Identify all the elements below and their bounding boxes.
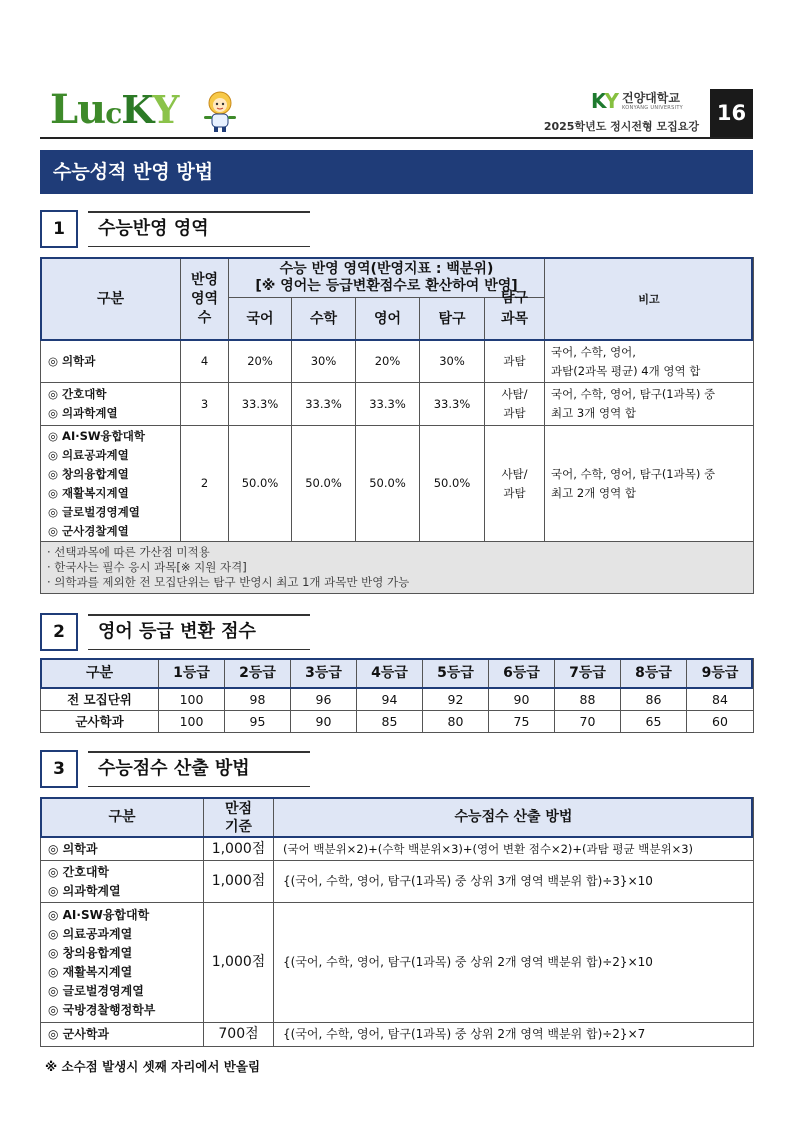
table-row — [41, 711, 754, 733]
header-math: 수학 — [292, 298, 356, 341]
cell-remark: 국어, 수학, 영어, 탐구(1과목) 중 최고 3개 영역 합 — [545, 383, 754, 426]
cell-value: 65 — [621, 711, 687, 733]
cell-value: 80 — [423, 711, 489, 733]
header-full-score: 만점 기준 — [204, 798, 274, 838]
header-divider — [40, 137, 753, 139]
cell-inquiry: 33.3% — [420, 383, 485, 426]
header-grade-2: 2등급 — [225, 659, 291, 689]
cell-formula: {(국어, 수학, 영어, 탐구(1과목) 중 상위 2개 영역 백분위 합)÷2}×10 — [274, 903, 754, 1023]
cell-value: 70 — [555, 711, 621, 733]
row-label: 군사학과 — [41, 711, 159, 733]
cell-korean: 33.3% — [229, 383, 292, 426]
section-1-heading — [40, 210, 310, 248]
table-row — [41, 1023, 754, 1047]
header-area-title: 수능 반영 영역(반영지표 : 백분위) — [279, 260, 494, 277]
row-label: 전 모집단위 — [41, 689, 159, 711]
university-name-en: KONYANG UNIVERSITY — [621, 104, 684, 111]
header-count: 반영 영역 수 — [181, 258, 229, 341]
cell-value: 100 — [159, 689, 225, 711]
row-label: ◎ AI·SW융합대학 ◎ 의료공과계열 ◎ 창의융합계열 ◎ 재활복지계열 ◎ 글로벌경영계열 ◎ 군사경찰계열 — [41, 426, 181, 542]
university-mark-icon: KY — [591, 89, 617, 113]
document-title: 2025학년도 정시전형 모집요강 — [543, 120, 699, 133]
page-title-banner: 수능성적 반영 방법 — [40, 150, 753, 194]
university-name: 건양대학교 — [621, 90, 680, 105]
cell-count: 4 — [181, 341, 229, 383]
section-number: 1 — [40, 210, 78, 248]
cell-subject: 사탐/ 과탐 — [485, 383, 545, 426]
header-grade-7: 7등급 — [555, 659, 621, 689]
header-inquiry-subject-line1: 탐구 — [500, 290, 529, 306]
header-method: 수능점수 산출 방법 — [274, 798, 754, 838]
header-inquiry-subject — [485, 290, 545, 341]
cell-value: 85 — [357, 711, 423, 733]
section-rule — [88, 751, 310, 753]
cell-math: 30% — [292, 341, 356, 383]
section-number: 3 — [40, 750, 78, 788]
cell-math: 33.3% — [292, 383, 356, 426]
header-grade-9: 9등급 — [687, 659, 754, 689]
cell-value: 60 — [687, 711, 754, 733]
cell-value: 84 — [687, 689, 754, 711]
cell-subject: 사탐/ 과탐 — [485, 426, 545, 542]
table-notes: · 선택과목에 따른 가산점 미적용 · 한국사는 필수 응시 과목[※ 지원 자격] · 의학과를 제외한 전 모집단위는 탐구 반영시 최고 1개 과목만 반영 가능 — [41, 542, 754, 594]
university-logo — [591, 91, 683, 111]
table-row — [41, 903, 754, 1023]
row-label: ◎ 간호대학 ◎ 의과학계열 — [41, 861, 204, 903]
header-gubun: 구분 — [41, 798, 204, 838]
section-title: 영어 등급 변환 점수 — [98, 621, 256, 642]
cell-korean: 50.0% — [229, 426, 292, 542]
row-label: ◎ 의학과 — [41, 341, 181, 383]
cell-math: 50.0% — [292, 426, 356, 542]
rounding-footnote: ※ 소수점 발생시 셋째 자리에서 반올림 — [45, 1059, 261, 1074]
cell-value: 96 — [291, 689, 357, 711]
cell-value: 100 — [159, 711, 225, 733]
cell-count: 2 — [181, 426, 229, 542]
reflection-area-table — [40, 257, 754, 594]
section-number: 2 — [40, 613, 78, 651]
section-title: 수능점수 산출 방법 — [98, 758, 250, 779]
table-row — [41, 838, 754, 861]
header-grade-6: 6등급 — [489, 659, 555, 689]
cell-value: 94 — [357, 689, 423, 711]
score-calculation-table — [40, 797, 754, 1047]
cell-full-score: 1,000점 — [204, 861, 274, 903]
row-label: ◎ 의학과 — [41, 838, 204, 861]
cell-value: 75 — [489, 711, 555, 733]
cell-inquiry: 30% — [420, 341, 485, 383]
header-grade-1: 1등급 — [159, 659, 225, 689]
header-english: 영어 — [356, 298, 420, 341]
notes-row — [41, 542, 754, 594]
cell-count: 3 — [181, 383, 229, 426]
section-title: 수능반영 영역 — [98, 218, 209, 239]
section-rule — [88, 246, 310, 248]
cell-english: 50.0% — [356, 426, 420, 542]
cell-english: 33.3% — [356, 383, 420, 426]
mascot-icon — [200, 89, 240, 133]
cell-full-score: 1,000점 — [204, 838, 274, 861]
table-row — [41, 426, 754, 542]
cell-remark: 국어, 수학, 영어, 과탐(2과목 평균) 4개 영역 합 — [545, 341, 754, 383]
section-rule — [88, 786, 310, 788]
cell-value: 98 — [225, 689, 291, 711]
header-korean: 국어 — [229, 298, 292, 341]
table-row — [41, 861, 754, 903]
english-grade-table — [40, 658, 754, 733]
header-remark: 비고 — [545, 258, 754, 341]
logo-wordmark: LucKY — [50, 86, 179, 133]
cell-value: 92 — [423, 689, 489, 711]
page-number: 16 — [710, 89, 753, 137]
section-rule — [88, 614, 310, 616]
section-3-heading — [40, 750, 310, 788]
header-area — [229, 258, 545, 298]
cell-english: 20% — [356, 341, 420, 383]
header-area-subtitle: [※ 영어는 등급변환점수로 환산하여 반영] — [255, 277, 518, 294]
table-row — [41, 383, 754, 426]
header-grade-3: 3등급 — [291, 659, 357, 689]
table-row — [41, 689, 754, 711]
row-label: ◎ 간호대학 ◎ 의과학계열 — [41, 383, 181, 426]
cell-full-score: 1,000점 — [204, 903, 274, 1023]
cell-korean: 20% — [229, 341, 292, 383]
header-grade-4: 4등급 — [357, 659, 423, 689]
section-rule — [88, 211, 310, 213]
cell-value: 95 — [225, 711, 291, 733]
cell-remark: 국어, 수학, 영어, 탐구(1과목) 중 최고 2개 영역 합 — [545, 426, 754, 542]
section-2-heading — [40, 613, 310, 651]
row-label: ◎ 군사학과 — [41, 1023, 204, 1047]
table-row — [41, 341, 754, 383]
lucky-logo — [50, 86, 179, 134]
header-grade-5: 5등급 — [423, 659, 489, 689]
cell-formula: {(국어, 수학, 영어, 탐구(1과목) 중 상위 3개 영역 백분위 합)÷3}×10 — [274, 861, 754, 903]
header-gubun: 구분 — [41, 258, 181, 341]
row-label: ◎ AI·SW융합대학 ◎ 의료공과계열 ◎ 창의융합계열 ◎ 재활복지계열 ◎ 글로벌경영계열 ◎ 국방경찰행정학부 — [41, 903, 204, 1023]
cell-value: 86 — [621, 689, 687, 711]
cell-formula: (국어 백분위×2)+(수학 백분위×3)+(영어 변환 점수×2)+(과탐 평균 백분위×3) — [274, 838, 754, 861]
section-rule — [88, 649, 310, 651]
cell-value: 90 — [291, 711, 357, 733]
header-inquiry-subject-line2: 과목 — [500, 311, 529, 327]
cell-formula: {(국어, 수학, 영어, 탐구(1과목) 중 상위 2개 영역 백분위 합)÷2}×7 — [274, 1023, 754, 1047]
cell-full-score: 700점 — [204, 1023, 274, 1047]
cell-inquiry: 50.0% — [420, 426, 485, 542]
header-grade-8: 8등급 — [621, 659, 687, 689]
cell-value: 90 — [489, 689, 555, 711]
cell-subject: 과탐 — [485, 341, 545, 383]
cell-value: 88 — [555, 689, 621, 711]
header-gubun: 구분 — [41, 659, 159, 689]
header-inquiry: 탐구 — [420, 298, 485, 341]
